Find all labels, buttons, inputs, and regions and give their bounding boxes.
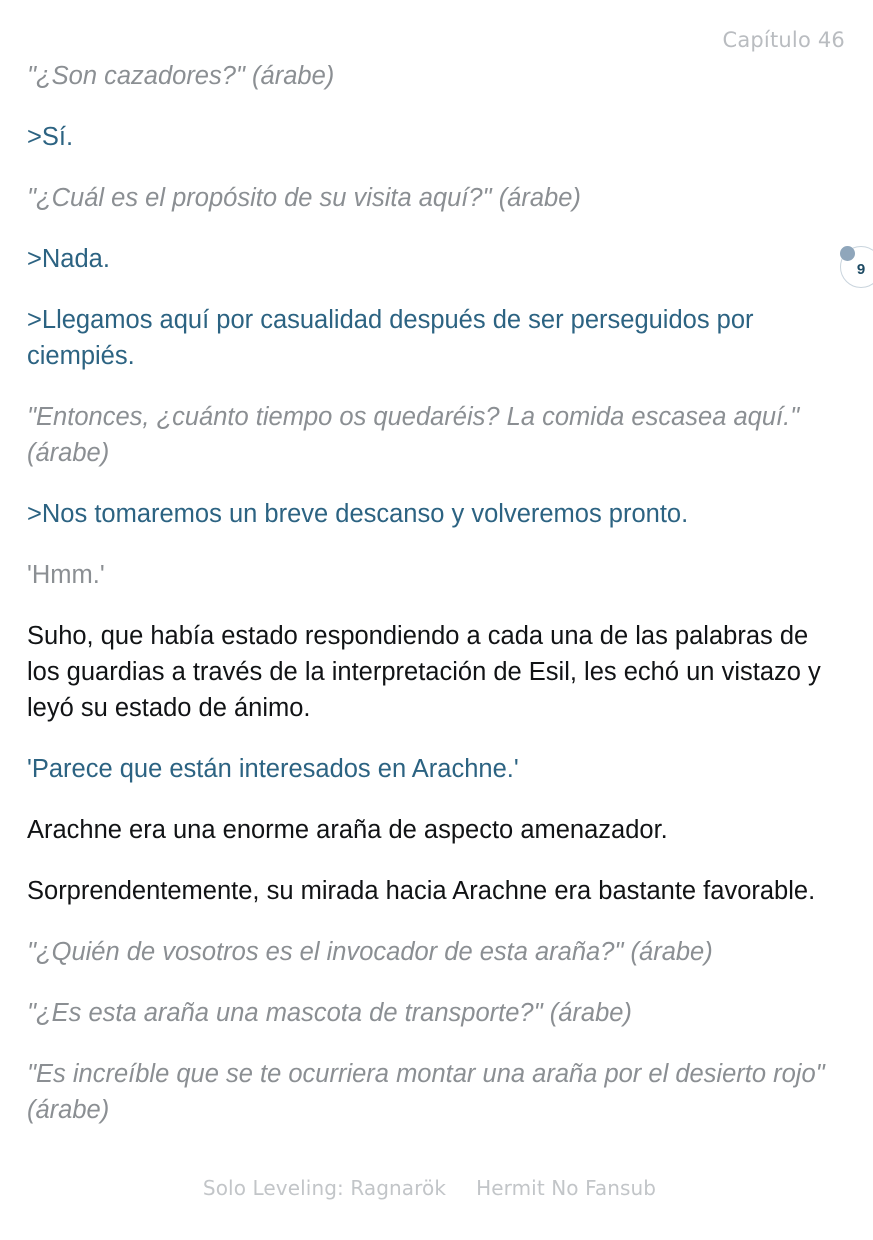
text-paragraph: "Es increíble que se te ocurriera montar una araña por el desierto rojo" (árabe) (27, 1060, 825, 1124)
text-paragraph: >Nada. (27, 245, 110, 273)
text-paragraph: "¿Es esta araña una mascota de transporte?" (árabe) (27, 999, 632, 1027)
text-paragraph: >Nos tomaremos un breve descanso y volveremos pronto. (27, 500, 689, 528)
text-paragraph: >Sí. (27, 123, 74, 151)
text-paragraph: "Entonces, ¿cuánto tiempo os quedaréis? La comida escasea aquí." (árabe) (27, 403, 800, 467)
chapter-label: Capítulo 46 (722, 28, 845, 52)
text-paragraph: >Llegamos aquí por casualidad después de ser perseguidos por ciempiés. (27, 306, 754, 370)
text-paragraph: Arachne era una enorme araña de aspecto amenazador. (27, 816, 668, 844)
badge-count-label: 9 (856, 260, 866, 278)
text-paragraph: Suho, que había estado respondiendo a cada una de las palabras de los guardias a través de la interpretación de Esil, les echó un vistazo y leyó su estado de ánimo. (27, 622, 821, 722)
footer-group-name: Hermit No Fansub (476, 1176, 657, 1200)
comment-count-badge[interactable] (840, 246, 873, 290)
text-paragraph: "¿Quién de vosotros es el invocador de esta araña?" (árabe) (27, 938, 713, 966)
text-paragraph: "¿Cuál es el propósito de su visita aquí?" (árabe) (27, 184, 581, 212)
text-paragraph: 'Hmm.' (27, 561, 105, 589)
text-paragraph: Sorprendentemente, su mirada hacia Arachne era bastante favorable. (27, 877, 816, 905)
footer-series-title: Solo Leveling: Ragnarök (202, 1176, 447, 1200)
text-paragraph: "¿Son cazadores?" (árabe) (27, 62, 335, 90)
page-footer (0, 1176, 873, 1200)
text-paragraph: 'Parece que están interesados en Arachne.' (27, 755, 519, 783)
chapter-text-body (27, 58, 827, 1128)
